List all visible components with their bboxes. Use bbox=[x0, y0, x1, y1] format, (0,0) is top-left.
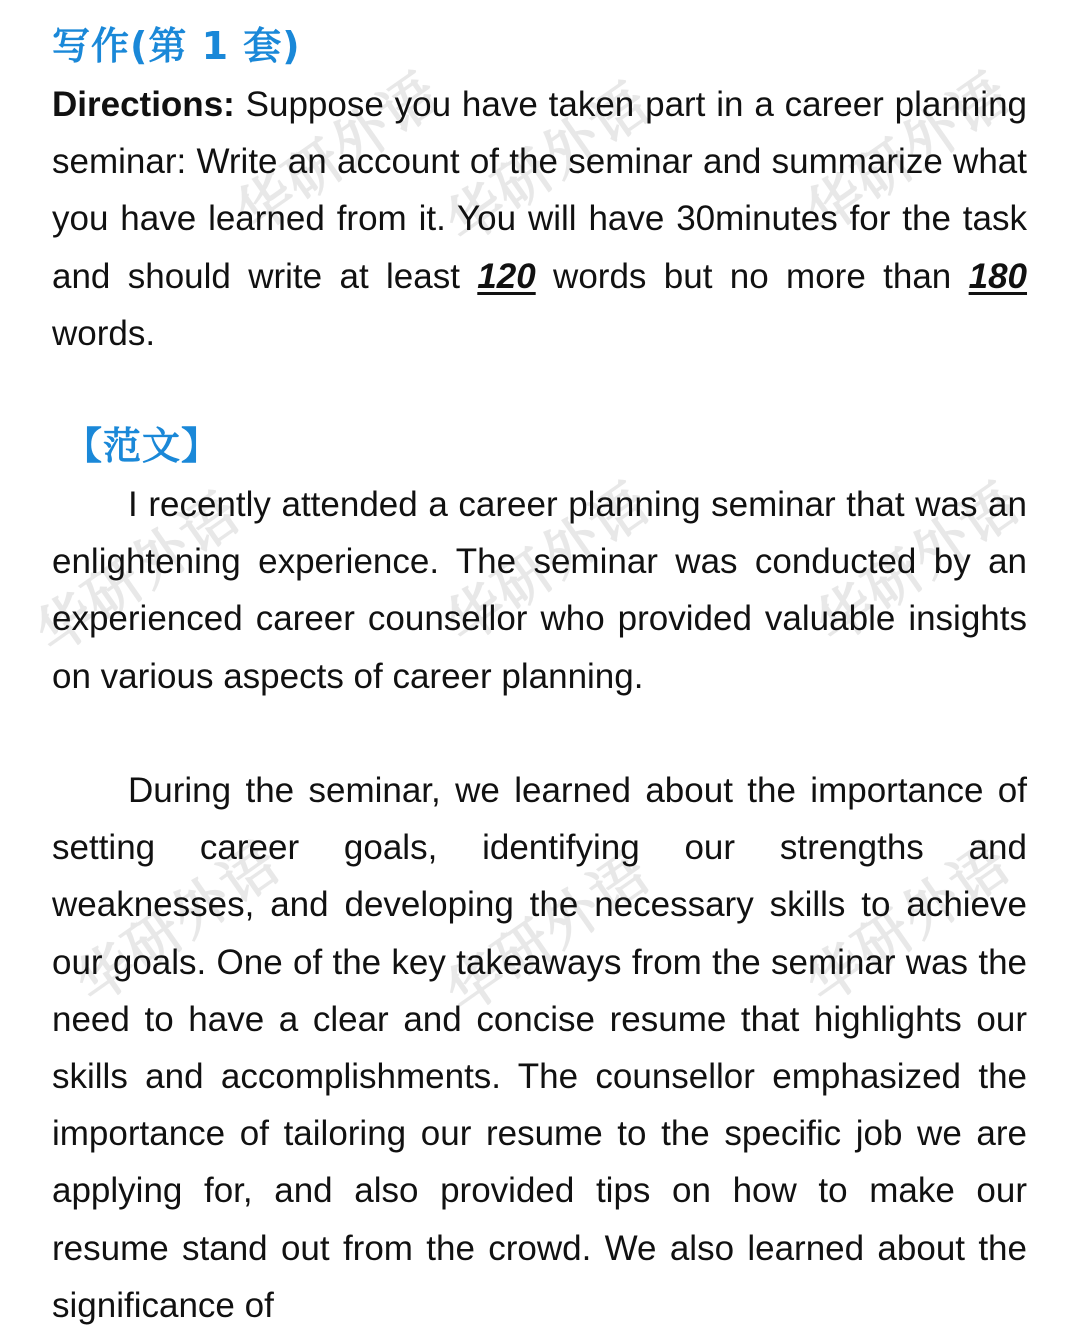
watermark: 华研外语 bbox=[794, 60, 1023, 247]
watermark: 华研外语 bbox=[434, 70, 663, 257]
watermark: 华研外语 bbox=[64, 830, 293, 1017]
directions-label: Directions: bbox=[52, 85, 235, 124]
max-word-count: 180 bbox=[968, 256, 1028, 296]
watermark: 华研外语 bbox=[24, 480, 253, 667]
watermark: 华研外语 bbox=[794, 830, 1023, 1017]
watermark: 华研外语 bbox=[434, 840, 663, 1027]
sample-essay-heading: 【范文】 bbox=[64, 424, 221, 468]
essay-paragraph: I recently attended a career planning seminar that was an enlightening experience. The seminar was conducted by an experienced career counsellor who provided valuable insights on various aspects of career planning. bbox=[52, 485, 1027, 696]
min-word-count: 120 bbox=[477, 256, 536, 296]
directions-text: words. bbox=[52, 313, 156, 353]
section-title: 写作(第 1 套) bbox=[52, 24, 301, 68]
directions-text: Suppose you have taken part in a career planning seminar: Write an account of the seminar and summarize what you have learned from it. You will have 30minutes for the task and should write at least bbox=[52, 85, 1027, 296]
watermark: 华研外语 bbox=[434, 470, 663, 657]
directions-text: words but no more than bbox=[535, 256, 969, 296]
watermark: 华研外语 bbox=[224, 60, 453, 247]
essay-paragraph: During the seminar, we learned about the importance of setting career goals, identifying our strengths and weaknesses, and developing the necessary skills to achieve our goals. One of the key takeaways from the seminar was the need to have a clear and concise resume that highlights our skills and accomplishments. The counsellor emphasized the importance of tailoring our resume to the specific job we are applying for, and also provided tips on how to make our resume stand out from the crowd. We also learned about the significance of bbox=[52, 771, 1027, 1325]
directions-paragraph bbox=[52, 76, 1027, 362]
watermark: 华研外语 bbox=[804, 470, 1033, 657]
